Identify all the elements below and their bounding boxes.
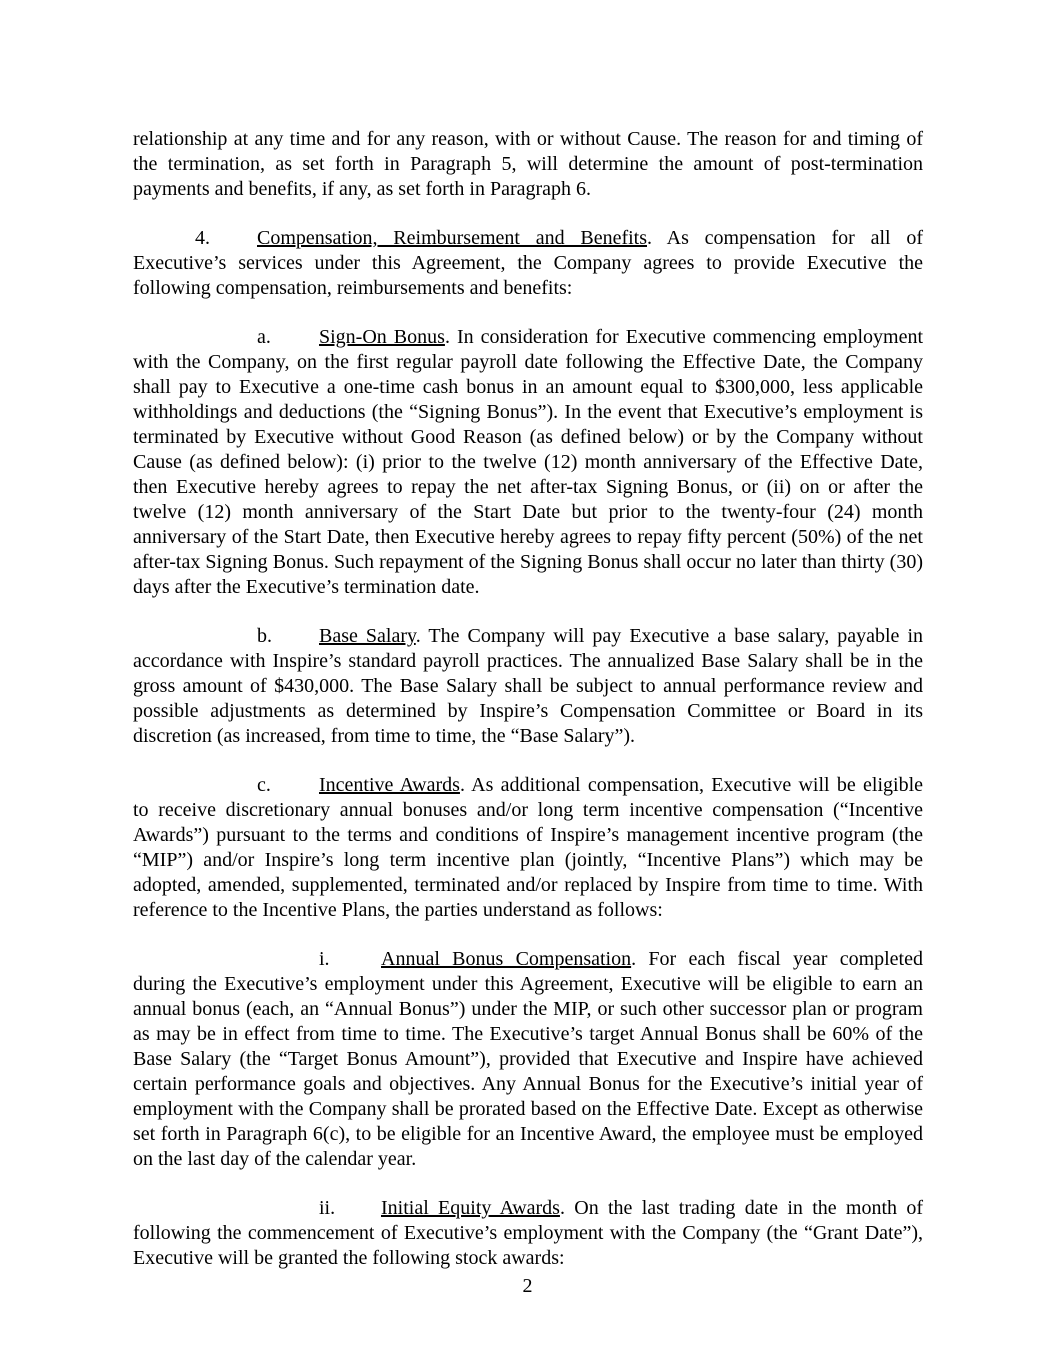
paragraph-label: ii. bbox=[319, 1197, 336, 1219]
paragraph-label: i. bbox=[319, 948, 330, 970]
paragraph-body: . As compensation for all of Executive’s services under this Agreement, the Company agrees to provide Executive the following compensation, reimbursements and benefits: bbox=[133, 227, 923, 299]
tab-indent bbox=[133, 641, 257, 642]
paragraph-heading: Compensation, Reimbursement and Benefits bbox=[257, 227, 647, 249]
paragraph-heading: Annual Bonus Compensation bbox=[381, 948, 632, 970]
paragraph-item-a bbox=[133, 325, 923, 600]
paragraph-body: . As additional compensation, Executive will be eligible to receive discretionary annual bonuses and/or long term incentive compensation (“Incentive Awards”) pursuant to the terms and conditions of Inspire’s management incentive program (the “MIP”) and/or Inspire’s long term incentive plan (jointly, “Incentive Plans”) which may be adopted, amended, supplemented, terminated and/or replaced by Inspire from time to time. With reference to the Incentive Plans, the parties understand as follows: bbox=[133, 774, 923, 921]
paragraph-label: 4. bbox=[195, 227, 210, 249]
paragraph-body: . The Company will pay Executive a base salary, payable in accordance with Inspire’s standard payroll practices. The annualized Base Salary shall be in the gross amount of $430,000. The Base Salary shall be subject to annual performance review and possible adjustments as determined by Inspire’s Compensation Committee or Board in its discretion (as increased, from time to time, the “Base Salary”). bbox=[133, 625, 924, 747]
paragraph-heading: Base Salary bbox=[319, 625, 416, 647]
tab-indent bbox=[133, 964, 319, 965]
paragraph-heading: Incentive Awards bbox=[319, 774, 460, 796]
tab-indent bbox=[133, 342, 257, 343]
page-content bbox=[133, 127, 923, 1271]
page-number: 2 bbox=[522, 1275, 533, 1297]
paragraph-body: . On the last trading date in the month of following the commencement of Executive’s employment with the Company (the “Grant Date”), Executive will be granted the following stock awards: bbox=[133, 1197, 923, 1269]
tab-indent bbox=[133, 790, 257, 791]
paragraph-body: relationship at any time and for any reason, with or without Cause. The reason for and timing of the termination, as set forth in Paragraph 5, will determine the amount of post-termination payments and benefits, if any, as set forth in Paragraph 6. bbox=[133, 128, 923, 200]
paragraph-body: . For each fiscal year completed during the Executive’s employment under this Agreement, Executive will be eligible to earn an annual bonus (each, an “Annual Bonus”) under the MIP, or such other successor plan or program as may be in effect from time to time. The Executive’s target Annual Bonus shall be 60% of the Base Salary (the “Target Bonus Amount”), provided that Executive and Inspire have achieved certain performance goals and objectives. Any Annual Bonus for the Executive’s initial year of employment with the Company shall be prorated based on the Effective Date. Except as otherwise set forth in Paragraph 6(c), to be eligible for an Incentive Award, the employee must be employed on the last day of the calendar year. bbox=[133, 948, 923, 1170]
paragraph-label: a. bbox=[257, 326, 271, 348]
paragraph-body: . In consideration for Executive commencing employment with the Company, on the first regular payroll date following the Effective Date, the Company shall pay to Executive a one-time cash bonus in an amount equal to $300,000, less applicable withholdings and deductions (the “Signing Bonus”). In the event that Executive’s employment is terminated by Executive without Good Reason (as defined below) or by the Company without Cause (as defined below): (i) prior to the twelve (12) month anniversary of the Effective Date, then Executive hereby agrees to repay the net after-tax Signing Bonus, or (ii) on or after the twelve (12) month anniversary of the Start Date but prior to the twenty-four (24) month anniversary of the Start Date, then Executive hereby agrees to repay fifty percent (50%) of the net after-tax Signing Bonus. Such repayment of the Signing Bonus shall occur no later than thirty (30) days after the Executive’s termination date. bbox=[133, 326, 924, 598]
paragraph-item-c bbox=[133, 773, 923, 923]
paragraph-item-i bbox=[133, 947, 923, 1172]
paragraph-label: c. bbox=[257, 774, 271, 796]
tab-indent bbox=[133, 243, 195, 244]
paragraph-label: b. bbox=[257, 625, 272, 647]
paragraph-intro bbox=[133, 127, 923, 202]
paragraph-heading: Sign-On Bonus bbox=[319, 326, 445, 348]
paragraph-heading: Initial Equity Awards bbox=[381, 1197, 560, 1219]
paragraph-item-b bbox=[133, 624, 923, 749]
paragraph-item-ii bbox=[133, 1196, 923, 1271]
tab-indent bbox=[133, 1213, 319, 1214]
paragraph-section-4 bbox=[133, 226, 923, 301]
